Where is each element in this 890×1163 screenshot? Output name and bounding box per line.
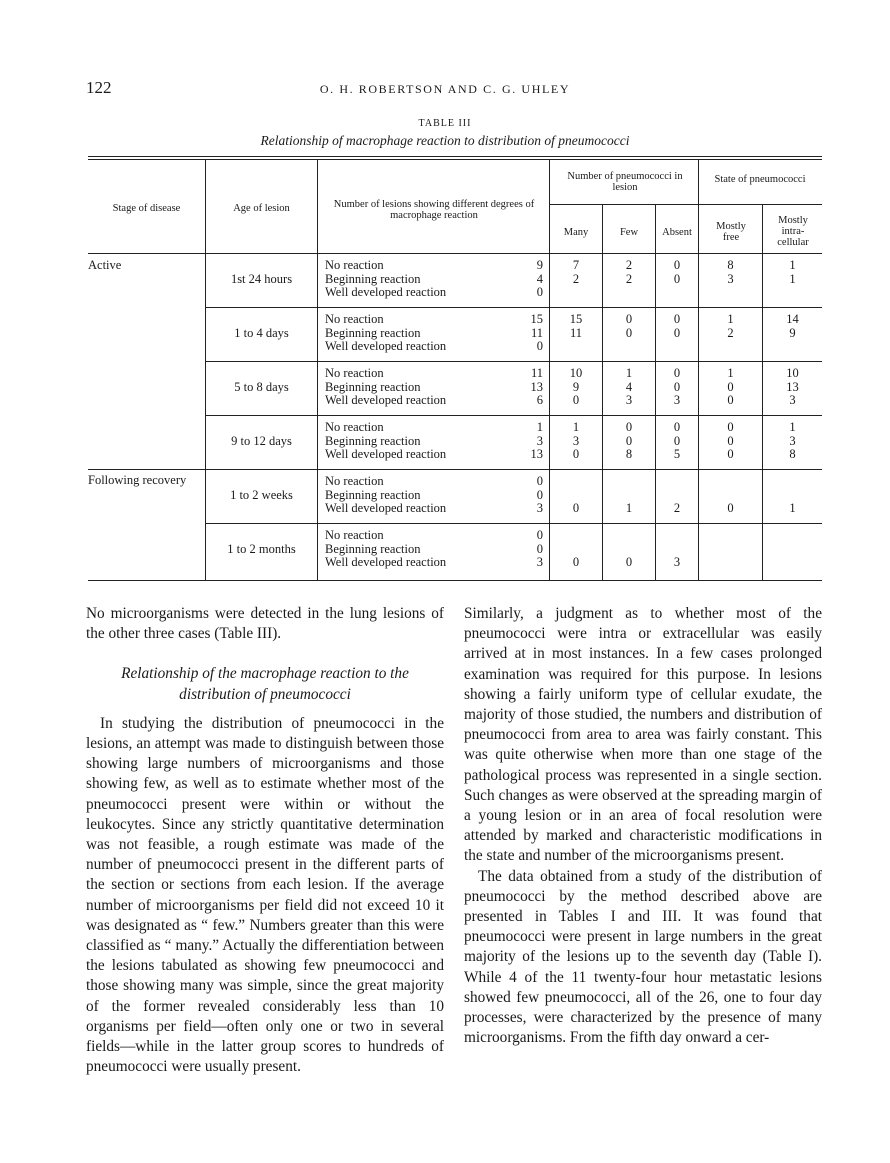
mostly-free-count: 1 (727, 366, 734, 380)
column-rule (205, 160, 206, 580)
many-count: 9 (572, 379, 580, 394)
reaction-label: No reaction (325, 528, 384, 542)
mostly-intracellular-count: 10 (786, 366, 799, 380)
reaction-label: Beginning reaction (325, 271, 421, 286)
page-number: 122 (86, 78, 112, 97)
header-age: Age of lesion (233, 203, 290, 214)
few-count: 1 (625, 501, 633, 516)
reaction-label: Well developed reaction (325, 555, 447, 570)
few-count: 0 (625, 433, 633, 448)
mostly-intracellular-count: 3 (789, 393, 796, 408)
header-group-rule (550, 204, 822, 205)
absent-count: 0 (673, 433, 681, 448)
few-count: 2 (625, 258, 633, 272)
absent-count: 0 (673, 366, 681, 380)
lesion-count: 1 (536, 420, 543, 434)
few-count: 1 (625, 366, 633, 380)
header-mostly-intracellular: Mostly intra-cellular (777, 215, 809, 248)
running-head: O. H. ROBERTSON AND C. G. UHLEY (319, 82, 571, 96)
header-mostly-free: Mostly free (716, 221, 746, 243)
mostly-free-count: 2 (727, 325, 734, 340)
absent-count: 3 (673, 393, 681, 408)
mostly-intracellular-count: 9 (789, 325, 796, 340)
few-count: 0 (625, 555, 633, 570)
lesion-count: 0 (536, 474, 543, 488)
mostly-free-count: 1 (727, 312, 734, 326)
lesion-count: 9 (536, 258, 543, 272)
many-count: 0 (572, 555, 580, 570)
reaction-label: Beginning reaction (325, 541, 421, 556)
reaction-label: Well developed reaction (325, 393, 447, 408)
age-of-lesion: 9 to 12 days (231, 433, 292, 448)
mostly-free-count: 0 (727, 420, 734, 434)
mostly-free-count: 3 (727, 271, 734, 286)
table-bottom-rule (88, 580, 822, 581)
lesion-count: 0 (536, 528, 543, 542)
mostly-intracellular-count: 1 (789, 501, 796, 516)
mostly-free-count: 0 (727, 447, 734, 462)
reaction-label: No reaction (325, 420, 384, 434)
reaction-label: No reaction (325, 366, 384, 380)
reaction-label: Well developed reaction (325, 285, 447, 300)
stage-separator (88, 469, 822, 470)
mostly-free-count: 0 (727, 501, 734, 516)
lesion-count: 13 (530, 447, 543, 462)
age-of-lesion: 1 to 4 days (234, 325, 289, 340)
header-few: Few (619, 227, 639, 238)
table-caption: Relationship of macrophage reaction to distribution of pneumococci (260, 133, 630, 148)
group-separator (206, 307, 822, 308)
header-lesions: Number of lesions showing different degrees of macrophage reaction (333, 199, 535, 221)
lesion-count: 0 (536, 285, 543, 300)
lesion-count: 6 (536, 393, 543, 408)
section-subheading: Relationship of the macrophage reaction to the distribution of pneumococci (121, 665, 409, 703)
lesion-count: 13 (530, 379, 543, 394)
age-of-lesion: 1st 24 hours (230, 271, 293, 286)
age-of-lesion: 5 to 8 days (234, 379, 289, 394)
mostly-intracellular-count: 3 (789, 433, 796, 448)
many-count: 1 (572, 420, 580, 434)
many-count: 0 (572, 501, 580, 516)
many-count: 3 (572, 433, 580, 448)
few-count: 0 (625, 325, 633, 340)
mostly-intracellular-count: 13 (786, 379, 799, 394)
table-top-rule-double (88, 159, 822, 160)
mostly-free-count: 0 (727, 379, 734, 394)
reaction-label: Well developed reaction (325, 501, 447, 516)
table-top-rule (88, 156, 822, 157)
left-column (86, 604, 444, 1077)
few-count: 3 (625, 393, 633, 408)
many-count: 7 (572, 258, 580, 272)
many-count: 10 (569, 366, 583, 380)
lesion-count: 11 (530, 366, 543, 380)
mostly-intracellular-count: 1 (789, 420, 796, 434)
few-count: 2 (625, 271, 633, 286)
lesion-count: 15 (530, 312, 543, 326)
absent-count: 3 (673, 555, 681, 570)
header-state-group: State of pneumococci (714, 174, 806, 185)
header-many: Many (563, 227, 589, 238)
group-separator (206, 523, 822, 524)
reaction-label: No reaction (325, 258, 384, 272)
lesion-count: 4 (536, 271, 543, 286)
absent-count: 5 (673, 447, 681, 462)
paragraph: Similarly, a judgment as to whether most of the pneumococci were intra or extracellular was easily arrived at in most instances. In a few cases prolonged examination was required for this purpose. In lesions showing a fairly uniform type of cellular exudate, the majority of those studied, the numbers and distribution of pneumococci from area to area was fairly constant. This was quite otherwise when more than one stage of the pathological process was represented in a single section. Such changes as were observed at the spreading margin of a young lesion or in an area of focal resolution were attended by marked and characteristic modifications in the state and number of the microorganisms present. (464, 605, 822, 865)
absent-count: 0 (673, 258, 681, 272)
few-count: 0 (625, 312, 633, 326)
table-label: TABLE III (418, 118, 472, 129)
reaction-label: Beginning reaction (325, 325, 421, 340)
reaction-label: Beginning reaction (325, 487, 421, 502)
age-of-lesion: 1 to 2 months (227, 541, 296, 556)
right-column (464, 604, 822, 1048)
lesion-count: 11 (530, 325, 543, 340)
few-count: 4 (625, 379, 633, 394)
lesion-count: 0 (536, 541, 543, 556)
paragraph: In studying the distribution of pneumococci in the lesions, an attempt was made to distinguish between those showing large numbers of microorganisms and those showing few, as well as to estimate whether most of the pneumococci present were within or without the leukocytes. Since any strictly quantitative determination was not feasible, a rough estimate was made of the number of pneumococci present in the different parts of the section or sections from each lesion. If the average number of microorganisms per field did not exceed 10 it was designated as “ few.” Numbers greater than this were classified as “ many.” Actually the differentiation between the lesions tabulated as showing few pneumococci and those showing many was simple, since the great majority of the former revealed considerably less than 10 organisms per field—often only one or two in several fields—while in the latter group scores to hundreds of pneumococci were usually present. (86, 714, 444, 1076)
group-separator (206, 361, 822, 362)
stage-label: Active (88, 258, 122, 272)
lesion-count: 0 (536, 339, 543, 354)
reaction-label: No reaction (325, 312, 384, 326)
mostly-free-count: 0 (727, 393, 734, 408)
header-stage: Stage of disease (112, 203, 181, 214)
many-count: 15 (569, 312, 583, 326)
group-separator (206, 415, 822, 416)
reaction-label: Beginning reaction (325, 433, 421, 448)
mostly-free-count: 0 (727, 433, 734, 448)
mostly-intracellular-count: 14 (786, 312, 799, 326)
mostly-intracellular-count: 1 (789, 271, 796, 286)
absent-count: 0 (673, 379, 681, 394)
many-count: 0 (572, 393, 580, 408)
header-bottom-rule (88, 253, 822, 254)
paragraph: No microorganisms were detected in the lung lesions of the other three cases (Table III). (86, 605, 444, 643)
mostly-intracellular-count: 1 (789, 258, 796, 272)
absent-count: 2 (673, 501, 681, 516)
many-count: 2 (572, 271, 580, 286)
many-count: 0 (572, 447, 580, 462)
mostly-intracellular-count: 8 (789, 447, 796, 462)
many-count: 11 (569, 325, 583, 340)
lesion-count: 3 (536, 501, 543, 516)
reaction-label: Well developed reaction (325, 339, 447, 354)
absent-count: 0 (673, 312, 681, 326)
reaction-label: Beginning reaction (325, 379, 421, 394)
reaction-label: Well developed reaction (325, 447, 447, 462)
few-count: 0 (625, 420, 633, 434)
absent-count: 0 (673, 420, 681, 434)
lesion-count: 3 (536, 433, 543, 448)
lesion-count: 0 (536, 487, 543, 502)
absent-count: 0 (673, 325, 681, 340)
header-absent: Absent (662, 227, 692, 238)
column-rule (317, 160, 318, 580)
paragraph: The data obtained from a study of the distribution of pneumococci by the method described above are presented in Tables I and III. It was found that pneumococci were present in large numbers in the great majority of the lesions up to the seventh day (Table I). While 4 of the 11 twenty-four hour metastatic lesions showed few pneumococci, all of the 26, one to four day processes, were characterized by the presence of many microorganisms. From the fifth day onward a cer- (464, 867, 822, 1047)
mostly-free-count: 8 (727, 258, 734, 272)
age-of-lesion: 1 to 2 weeks (230, 487, 293, 502)
reaction-label: No reaction (325, 474, 384, 488)
absent-count: 0 (673, 271, 681, 286)
header-pneumococci-group: Number of pneumococci in lesion (567, 171, 683, 193)
stage-label: Following recovery (88, 473, 187, 487)
lesion-count: 3 (536, 555, 543, 570)
few-count: 8 (625, 447, 633, 462)
